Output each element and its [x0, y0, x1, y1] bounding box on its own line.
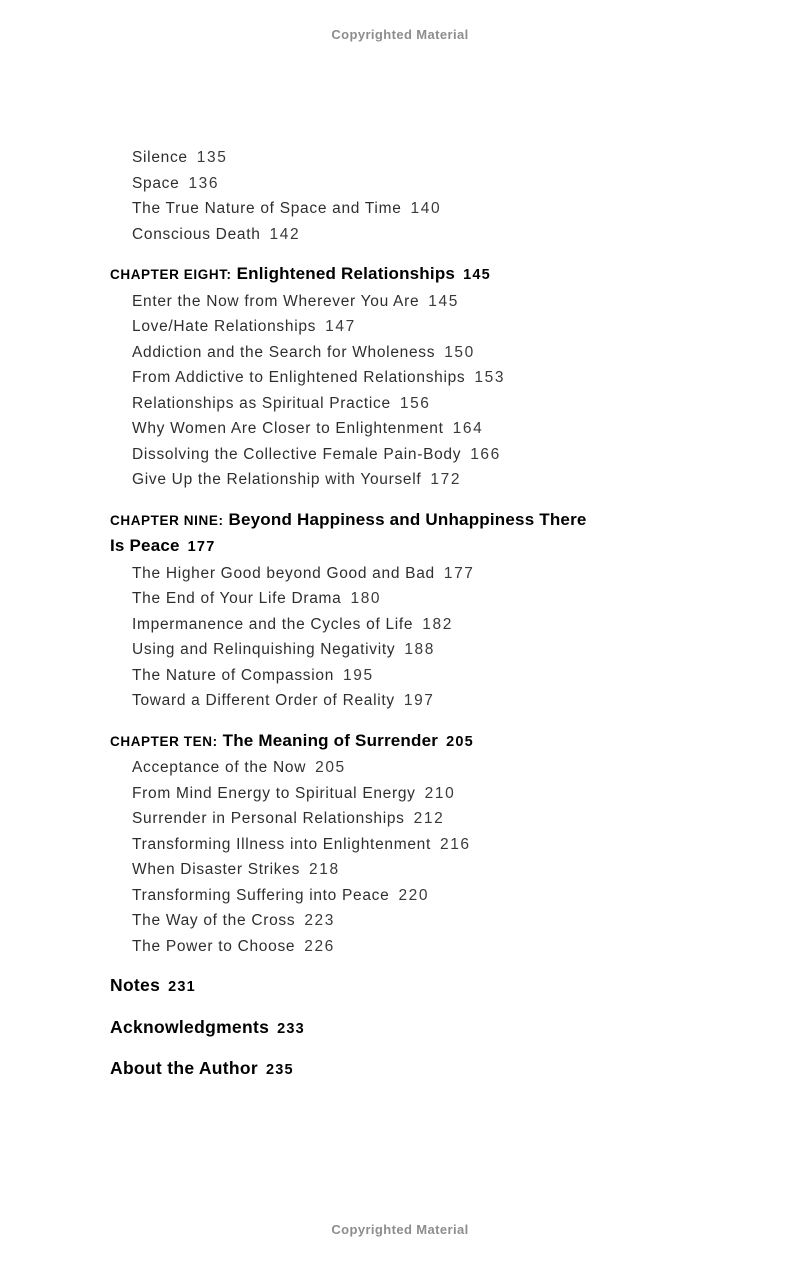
toc-entry-page: 195	[343, 666, 374, 684]
toc-entry-title: Impermanence and the Cycles of Life	[132, 615, 414, 633]
toc-entry-title: The True Nature of Space and Time	[132, 200, 402, 217]
toc-entry-page: 220	[398, 886, 430, 904]
toc-entry-title: When Disaster Strikes	[132, 861, 301, 878]
toc-entry-page: 226	[304, 937, 335, 955]
back-matter-item	[110, 1015, 602, 1043]
toc-entry-title: Love/Hate Relationships	[132, 318, 317, 335]
toc-entry-page: 188	[404, 641, 435, 658]
toc-entry-page: 182	[422, 615, 453, 633]
toc-chapter	[110, 728, 602, 960]
toc-entry-title: Dissolving the Collective Female Pain-Body	[132, 445, 462, 463]
toc-entry	[110, 637, 602, 663]
toc-entry-title: The End of Your Life Drama	[132, 590, 342, 607]
toc-entry-title: Silence	[132, 149, 188, 166]
toc-entry	[110, 688, 602, 714]
back-matter-page: 235	[266, 1062, 294, 1078]
toc-intro-list	[110, 145, 602, 247]
toc-entry	[110, 832, 602, 858]
toc-entry-title: The Nature of Compassion	[132, 666, 335, 684]
toc-entry	[110, 586, 602, 612]
toc-entry	[110, 416, 602, 442]
back-matter-item	[110, 973, 602, 1001]
toc-entry-page: 180	[350, 590, 382, 607]
copyright-notice-top: Copyrighted Material	[331, 27, 469, 42]
toc-entry-title: Acceptance of the Now	[132, 759, 307, 776]
toc-entry-title: Enter the Now from Wherever You Are	[132, 292, 420, 310]
toc-entry-page: 140	[410, 200, 442, 217]
toc-entry-title: Give Up the Relationship with Yourself	[132, 471, 422, 488]
chapter-title: The Meaning of Surrender	[222, 730, 439, 750]
toc-entry-title: Addiction and the Search for Wholeness	[132, 343, 436, 361]
back-matter-title: Acknowledgments	[110, 1016, 270, 1037]
toc-entry	[110, 806, 602, 832]
toc-entry-page: 212	[413, 810, 445, 827]
back-matter-title: About the Author	[110, 1058, 259, 1078]
toc-entry	[110, 561, 602, 587]
toc-entry	[110, 391, 602, 417]
chapter-entry-list	[110, 561, 602, 714]
toc-entry-title: The Way of the Cross	[132, 912, 296, 929]
toc-entry	[110, 442, 602, 468]
toc-entry-title: The Higher Good beyond Good and Bad	[132, 564, 435, 582]
copyright-notice-bottom: Copyrighted Material	[331, 1222, 469, 1237]
toc-entry	[110, 934, 602, 960]
toc-entry-page: 172	[430, 471, 462, 488]
chapter-page-number: 145	[463, 267, 491, 283]
chapter-heading	[110, 261, 602, 289]
toc-entry-page: 156	[399, 394, 431, 412]
chapter-page-number: 177	[187, 539, 216, 555]
back-matter-page: 233	[277, 1020, 305, 1037]
toc-entry-page: 205	[315, 759, 346, 776]
back-matter-page: 231	[168, 979, 196, 995]
toc-entry	[110, 340, 602, 366]
toc-entry	[110, 663, 602, 689]
toc-entry-page: 210	[424, 784, 456, 802]
chapter-heading	[110, 728, 602, 756]
toc-chapter	[110, 261, 602, 493]
chapter-title: Beyond Happiness and Unhappiness There Is Peace	[110, 509, 587, 555]
toc-entry-title: Why Women Are Closer to Enlightenment	[132, 420, 444, 437]
toc-entry-title: From Mind Energy to Spiritual Energy	[132, 784, 416, 802]
table-of-contents	[110, 145, 602, 1084]
chapter-entry-list	[110, 289, 602, 493]
back-matter-title: Notes	[110, 975, 161, 995]
toc-entry-page: 150	[444, 343, 475, 361]
toc-entry-page: 136	[188, 174, 220, 192]
toc-entry-page: 153	[474, 369, 506, 386]
toc-entry-title: Using and Relinquishing Negativity	[132, 641, 396, 658]
toc-entry-page: 142	[269, 225, 301, 243]
toc-entry	[110, 289, 602, 315]
toc-entry	[110, 857, 602, 883]
toc-entry-page: 223	[304, 912, 335, 929]
toc-entry-title: Relationships as Spiritual Practice	[132, 394, 391, 412]
toc-entry-title: Toward a Different Order of Reality	[132, 692, 395, 709]
back-matter-item	[110, 1056, 602, 1084]
toc-entry	[110, 171, 602, 197]
toc-entry	[110, 196, 602, 222]
chapter-label: CHAPTER TEN:	[110, 733, 218, 749]
toc-chapter	[110, 507, 602, 714]
toc-entry-title: Space	[132, 174, 180, 192]
toc-entry	[110, 145, 602, 171]
toc-entry-page: 216	[439, 835, 471, 853]
toc-entry-page: 145	[428, 292, 459, 310]
toc-entry-page: 218	[309, 861, 340, 878]
toc-entry-page: 166	[470, 445, 501, 463]
toc-entry	[110, 365, 602, 391]
chapter-title: Enlightened Relationships	[236, 264, 456, 283]
chapter-label: CHAPTER NINE:	[110, 512, 224, 528]
toc-entry-title: Surrender in Personal Relationships	[132, 810, 405, 827]
chapter-entry-list	[110, 755, 602, 959]
toc-entry	[110, 612, 602, 638]
toc-entry	[110, 222, 602, 248]
toc-entry-title: Conscious Death	[132, 225, 261, 243]
toc-entry	[110, 314, 602, 340]
toc-back-matter	[110, 973, 602, 1084]
toc-entry-page: 164	[452, 420, 484, 437]
toc-entry-page: 197	[403, 692, 435, 709]
toc-chapters	[110, 261, 602, 959]
toc-entry	[110, 883, 602, 909]
chapter-heading	[110, 507, 602, 561]
toc-entry-title: Transforming Suffering into Peace	[132, 886, 390, 904]
toc-entry-title: From Addictive to Enlightened Relationships	[132, 369, 466, 386]
toc-entry	[110, 467, 602, 493]
toc-entry	[110, 755, 602, 781]
toc-entry	[110, 781, 602, 807]
toc-entry-title: Transforming Illness into Enlightenment	[132, 835, 431, 853]
toc-entry-page: 177	[443, 564, 475, 582]
toc-entry-title: The Power to Choose	[132, 937, 296, 955]
chapter-page-number: 205	[446, 733, 474, 750]
toc-entry	[110, 908, 602, 934]
chapter-label: CHAPTER EIGHT:	[110, 267, 232, 282]
toc-entry-page: 135	[196, 149, 228, 166]
toc-entry-page: 147	[325, 318, 356, 335]
